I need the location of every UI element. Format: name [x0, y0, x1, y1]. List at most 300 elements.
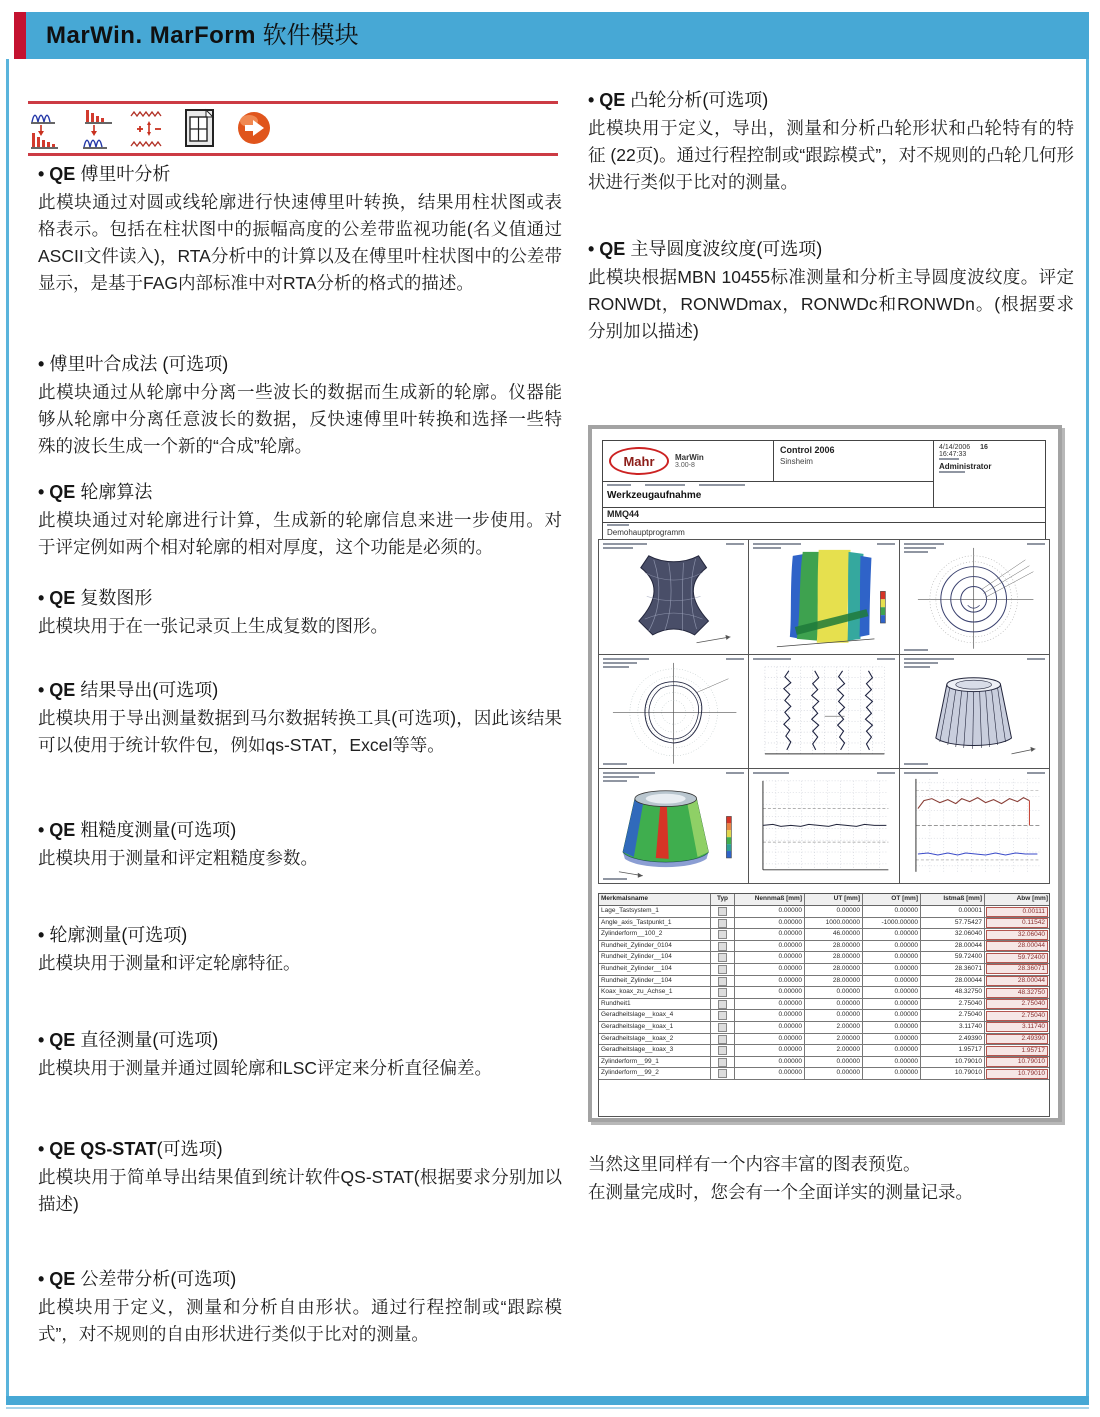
feature-type-icon — [718, 1058, 727, 1067]
report-table-cell: 28.00044 — [921, 976, 985, 987]
report-table-cell: 0.00000 — [805, 999, 863, 1010]
micro-text — [699, 484, 745, 486]
section-qe-cam-analysis — [588, 88, 1074, 196]
micro-text — [904, 543, 944, 545]
section-title-rest: (可选项) — [156, 1139, 223, 1159]
report-table-row — [599, 918, 1049, 930]
app-name-block — [675, 453, 704, 469]
report-header-meta-cell — [933, 441, 1045, 507]
report-table-cell — [711, 918, 735, 929]
report-table-cell — [711, 1057, 735, 1068]
micro-text-block — [904, 772, 938, 776]
section-title-rest: 公差带分析(可选项) — [75, 1269, 237, 1289]
report-table-cell: 2.00000 — [805, 1045, 863, 1056]
report-table-cell: 0.00000 — [863, 1045, 921, 1056]
report-table-cell: 0.00000 — [735, 1010, 805, 1021]
report-part-cell — [603, 481, 933, 507]
feature-type-icon — [718, 1035, 727, 1044]
micro-text — [645, 484, 685, 486]
report-table-rows — [599, 906, 1049, 1080]
report-table-cell: 0.00000 — [805, 987, 863, 998]
report-result-table — [598, 893, 1050, 1117]
fourier-amplitude-icon — [28, 106, 70, 152]
report-table-cell: Geradheitslage__koax_4 — [599, 1010, 711, 1021]
micro-text-block — [603, 543, 647, 551]
report-table-row — [599, 1057, 1049, 1069]
section-title-rest: 直径测量(可选项) — [75, 1030, 219, 1050]
section-body: 此模块用于测量和评定轮廓特征。 — [38, 953, 301, 973]
report-table-cell — [985, 918, 1049, 929]
report-table-cell — [711, 987, 735, 998]
report-table-cell: 0.00000 — [863, 941, 921, 952]
right-frame-line — [1086, 59, 1089, 1398]
report-table-cell: Rundheit_Zylinder_0104 — [599, 941, 711, 952]
report-table-row — [599, 941, 1049, 953]
section-title — [588, 237, 1074, 261]
plot-straightness-traces — [749, 655, 899, 770]
micro-text-block — [753, 543, 801, 551]
report-table-cell — [985, 987, 1049, 998]
micro-label-row — [607, 484, 933, 488]
section-fourier-synthesis — [38, 352, 562, 460]
report-table-row — [599, 964, 1049, 976]
deviation-value: 2.49390 — [986, 1034, 1048, 1044]
section-title-prefix: • QE — [38, 588, 76, 608]
report-table-cell: 0.00000 — [863, 987, 921, 998]
section-qe-diameter — [38, 1028, 562, 1082]
section-qe-multi-graphics — [38, 586, 562, 640]
report-table-row — [599, 906, 1049, 918]
micro-text-block — [603, 658, 649, 670]
report-table-cell — [985, 964, 1049, 975]
section-title-rest: 复数图形 — [75, 588, 153, 608]
deviation-value: 10.79010 — [986, 1069, 1048, 1079]
section-title — [38, 818, 562, 842]
report-table-cell — [711, 941, 735, 952]
micro-text — [603, 772, 655, 774]
feature-type-icon — [718, 953, 727, 962]
report-table-cell: 0.00000 — [735, 1068, 805, 1079]
report-table-cell: 0.00000 — [735, 952, 805, 963]
section-title-prefix: • — [38, 354, 45, 374]
section-body: 此模块通过对轮廓进行计算，生成新的轮廓信息来进一步使用。对于评定例如两个相对轮廓的相对厚度，这个功能是必须的。 — [38, 510, 562, 557]
micro-text — [877, 772, 895, 774]
page-title-latin: MarWin. MarForm — [46, 22, 256, 49]
report-table-cell: 0.00000 — [805, 906, 863, 917]
report-table-row — [599, 952, 1049, 964]
micro-text — [1027, 658, 1045, 660]
report-table-cell: 0.00000 — [735, 976, 805, 987]
section-qe-profile-algorithm — [38, 480, 562, 561]
micro-text — [877, 543, 895, 545]
report-table-cell: Zylinderform__100_2 — [599, 929, 711, 940]
deviation-value: 2.75040 — [986, 1011, 1048, 1021]
report-table-cell: 28.00000 — [805, 941, 863, 952]
feature-type-icon — [718, 907, 727, 916]
micro-text-block — [603, 772, 655, 784]
plot-3d-wireframe-cone — [900, 655, 1050, 770]
col-header: Merkmalsname — [599, 894, 711, 905]
feature-type-icon — [718, 1069, 727, 1078]
feature-type-icon — [718, 1000, 727, 1009]
col-header: Istmaß [mm] — [921, 894, 985, 905]
col-header: UT [mm] — [805, 894, 863, 905]
section-title-prefix: • QE — [38, 680, 76, 700]
section-title-prefix: • QE — [38, 1030, 76, 1050]
report-table-cell — [985, 1057, 1049, 1068]
col-header: Nennmaß [mm] — [735, 894, 805, 905]
report-table-cell: Rundheit_Zylinder__104 — [599, 976, 711, 987]
report-page-no: 16 — [980, 444, 988, 451]
deviation-value: 10.79010 — [986, 1057, 1048, 1067]
section-body: 此模块通过对圆或线轮廓进行快速傅里叶转换，结果用柱状图或表格表示。包括在柱状图中的振幅高度的公差带监视功能(名义值通过ASCII文件读入)，RTA分析中的计算以及在傅里叶柱状图中的公差带显示，是基于FAG内部标准中对RTA分析的格式的描述。 — [38, 192, 562, 293]
section-title — [38, 1137, 562, 1161]
report-table-row — [599, 1022, 1049, 1034]
report-header-brand-cell — [603, 441, 773, 481]
report-table-cell: Geradheitslage__koax_1 — [599, 1022, 711, 1033]
plot-3d-color-cone — [599, 769, 749, 884]
section-title-rest: 粗糙度测量(可选项) — [75, 820, 237, 840]
section-body: 此模块用于定义，测量和分析自由形状。通过行程控制或“跟踪模式”，对不规则的自由形状进行类似于比对的测量。 — [38, 1297, 562, 1344]
feature-type-icon — [718, 919, 727, 928]
section-title — [588, 88, 1074, 112]
report-table-header — [599, 894, 1049, 906]
report-table-cell: Lage_Tastsystem_1 — [599, 906, 711, 917]
report-table-cell: 2.49390 — [921, 1034, 985, 1045]
report-table-cell: 59.72400 — [921, 952, 985, 963]
report-table-row — [599, 1034, 1049, 1046]
report-table-cell — [711, 1068, 735, 1079]
report-table-cell: 28.00000 — [805, 976, 863, 987]
section-title-prefix: • QE — [588, 90, 626, 110]
left-frame-line — [6, 59, 9, 1398]
deviation-value: 0.00111 — [986, 907, 1048, 917]
micro-text — [753, 658, 791, 660]
report-table-cell: 48.32750 — [921, 987, 985, 998]
report-header — [602, 440, 1046, 541]
measurement-report-preview — [588, 425, 1062, 1122]
section-title-prefix: • QE — [38, 164, 76, 184]
section-qe-result-export — [38, 678, 562, 759]
module-icons-row — [28, 106, 558, 152]
report-table-cell: 0.00000 — [863, 929, 921, 940]
micro-text — [904, 658, 954, 660]
section-qe-fourier-analysis — [38, 162, 562, 297]
report-table-cell: 1000.00000 — [805, 918, 863, 929]
micro-text — [603, 547, 633, 549]
report-date: 4/14/2006 — [939, 444, 971, 451]
report-table-cell: Geradheitslage__koax_2 — [599, 1034, 711, 1045]
report-table-cell — [985, 941, 1049, 952]
report-table-cell: 0.00000 — [863, 1034, 921, 1045]
feature-type-icon — [718, 1011, 727, 1020]
col-header: Abw [mm] — [1016, 895, 1048, 902]
report-caption — [588, 1150, 1074, 1206]
tolerance-compare-icon — [128, 106, 170, 152]
report-table-cell: 57.75427 — [921, 918, 985, 929]
section-title — [38, 162, 562, 186]
toolbar-rule-top — [28, 101, 558, 104]
plot-3d-color-cylinder — [749, 540, 899, 655]
report-table-cell: 0.00000 — [863, 964, 921, 975]
report-table-cell: 28.36071 — [921, 964, 985, 975]
report-table-cell — [985, 906, 1049, 917]
event-name: Control 2006 — [780, 445, 835, 455]
report-table-cell: 0.00000 — [863, 976, 921, 987]
section-title-prefix: • — [38, 925, 45, 945]
deviation-value: 32.06040 — [986, 930, 1048, 940]
feature-type-icon — [718, 965, 727, 974]
feature-type-icon — [718, 988, 727, 997]
micro-text — [603, 666, 629, 668]
part-name: Werkzeugaufnahme — [607, 490, 702, 501]
micro-text — [726, 772, 744, 774]
section-contour-measure — [38, 923, 562, 977]
report-table-cell: 0.00000 — [805, 1010, 863, 1021]
micro-text — [726, 543, 744, 545]
feature-type-icon — [718, 1046, 727, 1055]
feature-type-icon — [718, 942, 727, 951]
micro-text — [1027, 543, 1045, 545]
report-table-cell: 0.00000 — [863, 952, 921, 963]
micro-text — [607, 524, 629, 526]
caption-line-1: 当然这里同样有一个内容丰富的图表预览。 — [588, 1154, 921, 1174]
report-table-cell — [711, 964, 735, 975]
report-header-event-cell — [773, 441, 933, 481]
feature-type-icon — [718, 977, 727, 986]
section-body: 此模块用于定义，导出，测量和分析凸轮形状和凸轮特有的特征 (22页)。通过行程控制或“跟踪模式”，对不规则的凸轮几何形状进行类似于比对的测量。 — [588, 118, 1074, 192]
report-table-row — [599, 1010, 1049, 1022]
report-table-cell: Rundheit1 — [599, 999, 711, 1010]
report-table-cell — [711, 1045, 735, 1056]
mahr-logo-text: Mahr — [623, 453, 655, 469]
section-title-rest: 轮廓算法 — [75, 482, 153, 502]
report-table-row — [599, 929, 1049, 941]
report-table-cell: Rundheit_Zylinder__104 — [599, 952, 711, 963]
section-title-prefix: • QE QS-STAT — [38, 1139, 157, 1159]
deviation-value: 48.32750 — [986, 988, 1048, 998]
report-table-row — [599, 1045, 1049, 1057]
plot-roundness-polar — [599, 655, 749, 770]
micro-text — [726, 658, 744, 660]
report-user: Administrator — [939, 462, 992, 471]
section-title-rest: 轮廓测量(可选项) — [44, 925, 188, 945]
header-red-accent — [14, 12, 26, 59]
section-title-prefix: • QE — [38, 820, 76, 840]
section-title — [38, 678, 562, 702]
mahr-logo — [609, 447, 669, 475]
report-table-cell — [711, 906, 735, 917]
machine-name: MMQ44 — [603, 507, 1045, 522]
report-table-cell: 0.00000 — [735, 1057, 805, 1068]
toolbar-rule-bottom — [28, 153, 558, 156]
report-table-cell: 2.00000 — [805, 1022, 863, 1033]
report-table-cell: 10.79010 — [921, 1068, 985, 1079]
micro-text — [603, 878, 627, 880]
report-table-cell: 0.00000 — [863, 1057, 921, 1068]
section-body: 此模块用于测量并通过圆轮廓和LSC评定来分析直径偏差。 — [38, 1058, 493, 1078]
report-table-cell: 0.00000 — [735, 1034, 805, 1045]
deviation-value: 28.00044 — [986, 941, 1048, 951]
app-name: MarWin — [675, 453, 704, 462]
feature-type-icon — [718, 930, 727, 939]
report-table-row — [599, 976, 1049, 988]
plot-profile-flat-trace — [749, 769, 899, 884]
report-table-cell — [711, 1022, 735, 1033]
micro-text — [939, 458, 959, 460]
report-table-cell — [985, 976, 1049, 987]
report-table-cell: 0.00000 — [735, 1045, 805, 1056]
report-table-cell — [711, 929, 735, 940]
report-table-cell: 0.00000 — [735, 987, 805, 998]
report-table-cell: 0.00000 — [863, 1068, 921, 1079]
micro-text-block — [904, 658, 954, 670]
report-table-cell: 0.00000 — [863, 999, 921, 1010]
report-table-cell: Angle_axis_Tastpunkt_1 — [599, 918, 711, 929]
report-table-cell — [985, 1034, 1049, 1045]
section-body: 此模块用于简单导出结果值到统计软件QS-STAT(根据要求分别加以描述) — [38, 1167, 562, 1214]
report-table-cell: Zylinderform__99_1 — [599, 1057, 711, 1068]
section-body: 此模块用于在一张记录页上生成复数的图形。 — [38, 616, 388, 636]
deviation-value: 3.11740 — [986, 1022, 1048, 1032]
section-body: 此模块通过从轮廓中分离一些波长的数据而生成新的轮廓。仪器能够从轮廓中分离任意波长的数据，反快速傅里叶转换和选择一些特殊的波长生成一个新的“合成”轮廓。 — [38, 382, 562, 456]
micro-text — [904, 666, 930, 668]
report-table-cell: 2.00000 — [805, 1034, 863, 1045]
micro-text-block — [753, 658, 791, 662]
report-preview-icon — [180, 106, 222, 152]
next-arrow-icon — [234, 106, 276, 152]
section-title-prefix: • QE — [588, 239, 626, 259]
section-qe-roughness — [38, 818, 562, 872]
page-title-cjk: 软件模块 — [255, 22, 359, 49]
report-table-cell: 0.00000 — [735, 1022, 805, 1033]
report-table-cell: -1000.00000 — [863, 918, 921, 929]
report-table-cell: 0.00000 — [863, 1010, 921, 1021]
section-title — [38, 1028, 562, 1052]
section-title — [38, 1267, 562, 1291]
col-header: OT [mm] — [863, 894, 921, 905]
report-table-cell — [711, 1010, 735, 1021]
micro-text — [904, 772, 938, 774]
micro-text-block — [753, 772, 789, 776]
micro-text — [904, 763, 928, 765]
report-table-cell: 3.11740 — [921, 1022, 985, 1033]
report-table-cell: Koax_koax_zu_Achse_1 — [599, 987, 711, 998]
report-table-cell — [711, 1034, 735, 1045]
plot-polar-rings — [900, 540, 1050, 655]
report-table-cell: 0.00000 — [735, 999, 805, 1010]
section-title-rest: 傅里叶合成法 (可选项) — [44, 354, 229, 374]
report-table-cell — [711, 976, 735, 987]
report-table-cell: 32.06040 — [921, 929, 985, 940]
deviation-value: 2.75040 — [986, 999, 1048, 1009]
micro-text — [603, 763, 627, 765]
report-table-cell: 0.00000 — [805, 1057, 863, 1068]
report-table-cell: 10.79010 — [921, 1057, 985, 1068]
section-title — [38, 923, 562, 947]
section-title — [38, 480, 562, 504]
section-title — [38, 586, 562, 610]
section-qe-qs-stat — [38, 1137, 562, 1218]
micro-text — [603, 543, 647, 545]
report-table-cell: 0.00000 — [863, 1022, 921, 1033]
footer-bar — [6, 1396, 1089, 1405]
report-table-cell — [985, 999, 1049, 1010]
report-time: 16:47:33 — [939, 451, 967, 458]
report-table-cell: 0.00000 — [735, 918, 805, 929]
section-qe-dominant-waviness — [588, 237, 1074, 345]
section-title-prefix: • QE — [38, 482, 76, 502]
deviation-value: 1.95717 — [986, 1046, 1048, 1056]
section-title-prefix: • QE — [38, 1269, 76, 1289]
section-body: 此模块用于导出测量数据到马尔数据转换工具(可选项)，因此该结果可以使用于统计软件包，例如qs-STAT，Excel等等。 — [38, 708, 562, 755]
report-table-cell: 46.00000 — [805, 929, 863, 940]
report-table-row — [599, 987, 1049, 999]
report-table-row — [599, 999, 1049, 1011]
report-table-cell — [985, 1068, 1049, 1079]
micro-text — [904, 649, 928, 651]
report-table-cell: 28.00000 — [805, 964, 863, 975]
micro-text — [753, 547, 781, 549]
micro-text — [753, 543, 801, 545]
caption-line-2: 在测量完成时，您会有一个全面详实的测量记录。 — [588, 1182, 973, 1202]
section-title-rest: 结果导出(可选项) — [75, 680, 219, 700]
micro-text — [939, 471, 965, 473]
section-title-rest: 主导圆度波纹度(可选项) — [625, 239, 823, 259]
report-date-row — [939, 444, 1041, 451]
micro-text — [753, 772, 789, 774]
plot-two-traces — [900, 769, 1050, 884]
feature-type-icon — [718, 1023, 727, 1032]
report-table-cell — [711, 952, 735, 963]
micro-text — [904, 662, 938, 664]
report-table-cell: 0.00001 — [921, 906, 985, 917]
footer-bar-light — [6, 1407, 1089, 1409]
report-table-cell: 1.95717 — [921, 1045, 985, 1056]
report-table-cell: 2.75040 — [921, 1010, 985, 1021]
report-table-cell — [985, 1010, 1049, 1021]
plot-3d-wireframe-part — [599, 540, 749, 655]
report-table-cell — [985, 929, 1049, 940]
deviation-value: 28.00044 — [986, 976, 1048, 986]
report-table-cell: 0.00000 — [805, 1068, 863, 1079]
micro-text — [603, 776, 639, 778]
report-table-cell — [985, 1022, 1049, 1033]
report-table-cell: 2.75040 — [921, 999, 985, 1010]
section-title — [38, 352, 562, 376]
report-table-cell: 0.00000 — [735, 929, 805, 940]
report-program-cell — [603, 522, 1045, 540]
report-table-cell — [711, 999, 735, 1010]
section-title-rest: 傅里叶分析 — [75, 164, 171, 184]
section-body: 此模块用于测量和评定粗糙度参数。 — [38, 848, 318, 868]
section-qe-tolerance-zone — [38, 1267, 562, 1348]
report-table-cell: Rundheit_Zylinder__104 — [599, 964, 711, 975]
section-body: 此模块根据MBN 10455标准测量和分析主导圆度波纹度。评定RONWDt，RONWDmax，RONWDc和RONWDn。(根据要求分别加以描述) — [588, 267, 1074, 341]
section-title-rest: 凸轮分析(可选项) — [625, 90, 769, 110]
report-table-cell: Zylinderform__99_2 — [599, 1068, 711, 1079]
report-table-cell: 0.00000 — [735, 906, 805, 917]
report-table-cell: 28.00044 — [921, 941, 985, 952]
report-table-cell — [985, 1045, 1049, 1056]
event-city: Sinsheim — [780, 457, 813, 466]
report-plot-grid — [598, 539, 1050, 884]
report-table-cell: Geradheitslage__koax_3 — [599, 1045, 711, 1056]
micro-text-block — [904, 543, 944, 555]
micro-text — [1027, 772, 1045, 774]
micro-text — [607, 484, 631, 486]
report-table-cell: 28.00000 — [805, 952, 863, 963]
